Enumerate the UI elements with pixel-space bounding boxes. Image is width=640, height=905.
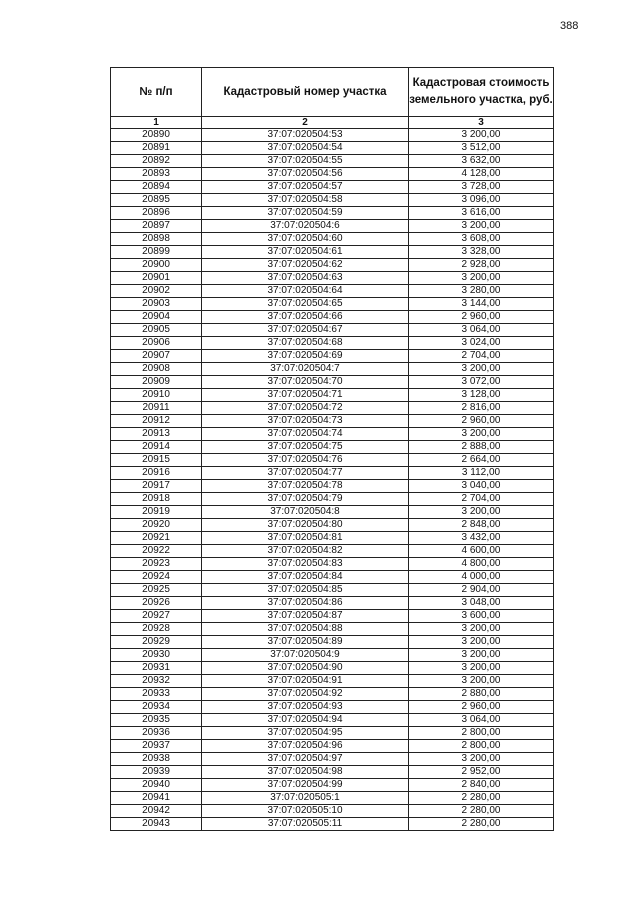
row-number: 20896 <box>111 207 202 220</box>
cadastral-value: 2 280,00 <box>409 805 554 818</box>
cadastral-number: 37:07:020504:91 <box>202 675 409 688</box>
cadastral-number: 37:07:020504:86 <box>202 597 409 610</box>
row-number: 20900 <box>111 259 202 272</box>
table-row <box>111 207 554 220</box>
cadastral-value: 3 200,00 <box>409 675 554 688</box>
cadastral-number: 37:07:020504:69 <box>202 350 409 363</box>
table-row <box>111 311 554 324</box>
row-number: 20941 <box>111 792 202 805</box>
cadastral-number: 37:07:020504:76 <box>202 454 409 467</box>
table-row <box>111 727 554 740</box>
cadastral-value: 2 280,00 <box>409 818 554 831</box>
cadastral-value: 3 200,00 <box>409 623 554 636</box>
row-number: 20908 <box>111 363 202 376</box>
page-number: 388 <box>560 20 579 32</box>
cadastral-number: 37:07:020504:82 <box>202 545 409 558</box>
cadastral-number: 37:07:020504:85 <box>202 584 409 597</box>
row-number: 20897 <box>111 220 202 233</box>
table-row <box>111 194 554 207</box>
cadastral-value: 3 040,00 <box>409 480 554 493</box>
cadastral-number: 37:07:020505:1 <box>202 792 409 805</box>
row-number: 20911 <box>111 402 202 415</box>
cadastral-number: 37:07:020504:73 <box>202 415 409 428</box>
cadastral-value: 3 728,00 <box>409 181 554 194</box>
table-row <box>111 220 554 233</box>
cadastral-value: 3 200,00 <box>409 662 554 675</box>
table-row <box>111 181 554 194</box>
row-number: 20920 <box>111 519 202 532</box>
cadastral-number: 37:07:020504:60 <box>202 233 409 246</box>
row-number: 20913 <box>111 428 202 441</box>
cadastral-value: 3 144,00 <box>409 298 554 311</box>
table-row <box>111 805 554 818</box>
table-row <box>111 493 554 506</box>
cadastral-number: 37:07:020504:97 <box>202 753 409 766</box>
table-row <box>111 519 554 532</box>
cadastral-value: 2 928,00 <box>409 259 554 272</box>
table-row <box>111 558 554 571</box>
cadastral-number: 37:07:020504:74 <box>202 428 409 441</box>
row-number: 20894 <box>111 181 202 194</box>
header-cadastral-number: Кадастровый номер участка <box>202 68 409 117</box>
column-number-row <box>111 117 554 129</box>
table-row <box>111 610 554 623</box>
cadastral-value: 2 800,00 <box>409 727 554 740</box>
table-row <box>111 389 554 402</box>
row-number: 20933 <box>111 688 202 701</box>
row-number: 20927 <box>111 610 202 623</box>
cadastral-value: 2 880,00 <box>409 688 554 701</box>
row-number: 20926 <box>111 597 202 610</box>
cadastral-number: 37:07:020504:68 <box>202 337 409 350</box>
cadastral-number: 37:07:020504:8 <box>202 506 409 519</box>
row-number: 20895 <box>111 194 202 207</box>
cadastral-number: 37:07:020504:87 <box>202 610 409 623</box>
table-row <box>111 467 554 480</box>
row-number: 20943 <box>111 818 202 831</box>
table-row <box>111 584 554 597</box>
cadastral-value: 3 616,00 <box>409 207 554 220</box>
row-number: 20925 <box>111 584 202 597</box>
cadastral-value: 2 952,00 <box>409 766 554 779</box>
cadastral-number: 37:07:020504:67 <box>202 324 409 337</box>
table-row <box>111 246 554 259</box>
cadastral-value: 4 000,00 <box>409 571 554 584</box>
row-number: 20910 <box>111 389 202 402</box>
cadastral-value: 3 200,00 <box>409 363 554 376</box>
row-number: 20914 <box>111 441 202 454</box>
cadastral-value: 2 800,00 <box>409 740 554 753</box>
row-number: 20929 <box>111 636 202 649</box>
cadastral-value: 3 200,00 <box>409 636 554 649</box>
cadastral-number: 37:07:020504:54 <box>202 142 409 155</box>
cadastral-value: 3 064,00 <box>409 714 554 727</box>
cadastral-value: 3 280,00 <box>409 285 554 298</box>
table-body <box>111 129 554 831</box>
table-row <box>111 155 554 168</box>
cadastral-number: 37:07:020504:9 <box>202 649 409 662</box>
cadastral-value: 4 128,00 <box>409 168 554 181</box>
cadastral-number: 37:07:020504:78 <box>202 480 409 493</box>
row-number: 20940 <box>111 779 202 792</box>
row-number: 20892 <box>111 155 202 168</box>
cadastral-value: 3 200,00 <box>409 129 554 142</box>
cadastral-value: 4 600,00 <box>409 545 554 558</box>
row-number: 20937 <box>111 740 202 753</box>
cadastral-number: 37:07:020504:55 <box>202 155 409 168</box>
cadastral-value: 3 632,00 <box>409 155 554 168</box>
table-row <box>111 259 554 272</box>
cadastral-number: 37:07:020504:99 <box>202 779 409 792</box>
cadastral-value: 3 024,00 <box>409 337 554 350</box>
table-row <box>111 779 554 792</box>
cadastral-value: 3 200,00 <box>409 506 554 519</box>
cadastral-number: 37:07:020504:56 <box>202 168 409 181</box>
cadastral-value: 3 600,00 <box>409 610 554 623</box>
row-number: 20901 <box>111 272 202 285</box>
row-number: 20907 <box>111 350 202 363</box>
cadastral-value: 2 960,00 <box>409 415 554 428</box>
table-row <box>111 649 554 662</box>
cadastral-value: 3 200,00 <box>409 272 554 285</box>
cadastral-value: 3 200,00 <box>409 428 554 441</box>
cadastral-number: 37:07:020504:66 <box>202 311 409 324</box>
row-number: 20906 <box>111 337 202 350</box>
cadastral-number: 37:07:020504:70 <box>202 376 409 389</box>
row-number: 20931 <box>111 662 202 675</box>
row-number: 20934 <box>111 701 202 714</box>
cadastral-number: 37:07:020504:92 <box>202 688 409 701</box>
cadastral-value: 2 704,00 <box>409 493 554 506</box>
table-row <box>111 818 554 831</box>
cadastral-value: 3 048,00 <box>409 597 554 610</box>
cadastral-value: 3 328,00 <box>409 246 554 259</box>
column-number: 2 <box>202 117 409 129</box>
row-number: 20936 <box>111 727 202 740</box>
table-row <box>111 532 554 545</box>
table-row <box>111 636 554 649</box>
table-row <box>111 766 554 779</box>
cadastral-value: 2 960,00 <box>409 311 554 324</box>
cadastral-value: 3 608,00 <box>409 233 554 246</box>
cadastral-number: 37:07:020504:94 <box>202 714 409 727</box>
table-row <box>111 168 554 181</box>
cadastral-number: 37:07:020505:11 <box>202 818 409 831</box>
table-row <box>111 545 554 558</box>
row-number: 20932 <box>111 675 202 688</box>
table-row <box>111 298 554 311</box>
row-number: 20893 <box>111 168 202 181</box>
table-row <box>111 623 554 636</box>
cadastral-number: 37:07:020504:98 <box>202 766 409 779</box>
cadastral-value: 2 904,00 <box>409 584 554 597</box>
table-row <box>111 233 554 246</box>
table-row <box>111 792 554 805</box>
cadastral-number: 37:07:020504:62 <box>202 259 409 272</box>
row-number: 20890 <box>111 129 202 142</box>
cadastral-value: 3 200,00 <box>409 649 554 662</box>
cadastral-value: 3 072,00 <box>409 376 554 389</box>
cadastral-number: 37:07:020504:63 <box>202 272 409 285</box>
cadastral-value: 3 112,00 <box>409 467 554 480</box>
cadastral-number: 37:07:020505:10 <box>202 805 409 818</box>
table-row <box>111 363 554 376</box>
table-row <box>111 324 554 337</box>
cadastral-number: 37:07:020504:6 <box>202 220 409 233</box>
cadastral-value: 3 200,00 <box>409 220 554 233</box>
cadastral-value: 2 280,00 <box>409 792 554 805</box>
cadastral-number: 37:07:020504:79 <box>202 493 409 506</box>
cadastral-value: 2 888,00 <box>409 441 554 454</box>
cadastral-number: 37:07:020504:81 <box>202 532 409 545</box>
cadastral-number: 37:07:020504:83 <box>202 558 409 571</box>
table-row <box>111 753 554 766</box>
cadastral-number: 37:07:020504:93 <box>202 701 409 714</box>
cadastral-value: 3 096,00 <box>409 194 554 207</box>
row-number: 20935 <box>111 714 202 727</box>
row-number: 20939 <box>111 766 202 779</box>
table-row <box>111 129 554 142</box>
row-number: 20930 <box>111 649 202 662</box>
cadastral-number: 37:07:020504:7 <box>202 363 409 376</box>
cadastral-number: 37:07:020504:64 <box>202 285 409 298</box>
cadastral-table <box>110 67 554 831</box>
row-number: 20938 <box>111 753 202 766</box>
table-row <box>111 272 554 285</box>
row-number: 20891 <box>111 142 202 155</box>
cadastral-number: 37:07:020504:96 <box>202 740 409 753</box>
cadastral-value: 3 064,00 <box>409 324 554 337</box>
cadastral-value: 2 960,00 <box>409 701 554 714</box>
table-row <box>111 714 554 727</box>
cadastral-number: 37:07:020504:53 <box>202 129 409 142</box>
cadastral-value: 2 848,00 <box>409 519 554 532</box>
table-row <box>111 454 554 467</box>
row-number: 20919 <box>111 506 202 519</box>
row-number: 20898 <box>111 233 202 246</box>
cadastral-value: 2 816,00 <box>409 402 554 415</box>
column-number: 1 <box>111 117 202 129</box>
row-number: 20923 <box>111 558 202 571</box>
cadastral-number: 37:07:020504:72 <box>202 402 409 415</box>
cadastral-value: 2 664,00 <box>409 454 554 467</box>
cadastral-number: 37:07:020504:57 <box>202 181 409 194</box>
table-row <box>111 402 554 415</box>
row-number: 20904 <box>111 311 202 324</box>
table-row <box>111 337 554 350</box>
cadastral-number: 37:07:020504:95 <box>202 727 409 740</box>
cadastral-value: 3 432,00 <box>409 532 554 545</box>
row-number: 20921 <box>111 532 202 545</box>
cadastral-value: 2 840,00 <box>409 779 554 792</box>
cadastral-value: 3 512,00 <box>409 142 554 155</box>
row-number: 20916 <box>111 467 202 480</box>
cadastral-value: 4 800,00 <box>409 558 554 571</box>
table-row <box>111 571 554 584</box>
cadastral-number: 37:07:020504:80 <box>202 519 409 532</box>
table-row <box>111 350 554 363</box>
cadastral-number: 37:07:020504:90 <box>202 662 409 675</box>
cadastral-value: 2 704,00 <box>409 350 554 363</box>
table-row <box>111 376 554 389</box>
cadastral-number: 37:07:020504:59 <box>202 207 409 220</box>
cadastral-number: 37:07:020504:65 <box>202 298 409 311</box>
header-number: № п/п <box>111 68 202 117</box>
table-row <box>111 506 554 519</box>
column-number: 3 <box>409 117 554 129</box>
cadastral-number: 37:07:020504:88 <box>202 623 409 636</box>
table-row <box>111 142 554 155</box>
table-row <box>111 740 554 753</box>
row-number: 20912 <box>111 415 202 428</box>
row-number: 20909 <box>111 376 202 389</box>
row-number: 20905 <box>111 324 202 337</box>
row-number: 20928 <box>111 623 202 636</box>
table-row <box>111 441 554 454</box>
header-cadastral-value: Кадастровая стоимость земельного участка, руб. <box>409 68 554 117</box>
row-number: 20922 <box>111 545 202 558</box>
header-row <box>111 68 554 117</box>
table-row <box>111 480 554 493</box>
table-row <box>111 662 554 675</box>
table-row <box>111 701 554 714</box>
row-number: 20942 <box>111 805 202 818</box>
row-number: 20924 <box>111 571 202 584</box>
cadastral-number: 37:07:020504:61 <box>202 246 409 259</box>
cadastral-value: 3 128,00 <box>409 389 554 402</box>
cadastral-number: 37:07:020504:71 <box>202 389 409 402</box>
cadastral-number: 37:07:020504:58 <box>202 194 409 207</box>
row-number: 20917 <box>111 480 202 493</box>
row-number: 20903 <box>111 298 202 311</box>
table-row <box>111 675 554 688</box>
cadastral-value: 3 200,00 <box>409 753 554 766</box>
table-row <box>111 428 554 441</box>
cadastral-number: 37:07:020504:84 <box>202 571 409 584</box>
row-number: 20915 <box>111 454 202 467</box>
row-number: 20899 <box>111 246 202 259</box>
table-row <box>111 597 554 610</box>
row-number: 20902 <box>111 285 202 298</box>
cadastral-number: 37:07:020504:77 <box>202 467 409 480</box>
table-row <box>111 415 554 428</box>
cadastral-number: 37:07:020504:89 <box>202 636 409 649</box>
table-row <box>111 688 554 701</box>
table-row <box>111 285 554 298</box>
row-number: 20918 <box>111 493 202 506</box>
cadastral-number: 37:07:020504:75 <box>202 441 409 454</box>
